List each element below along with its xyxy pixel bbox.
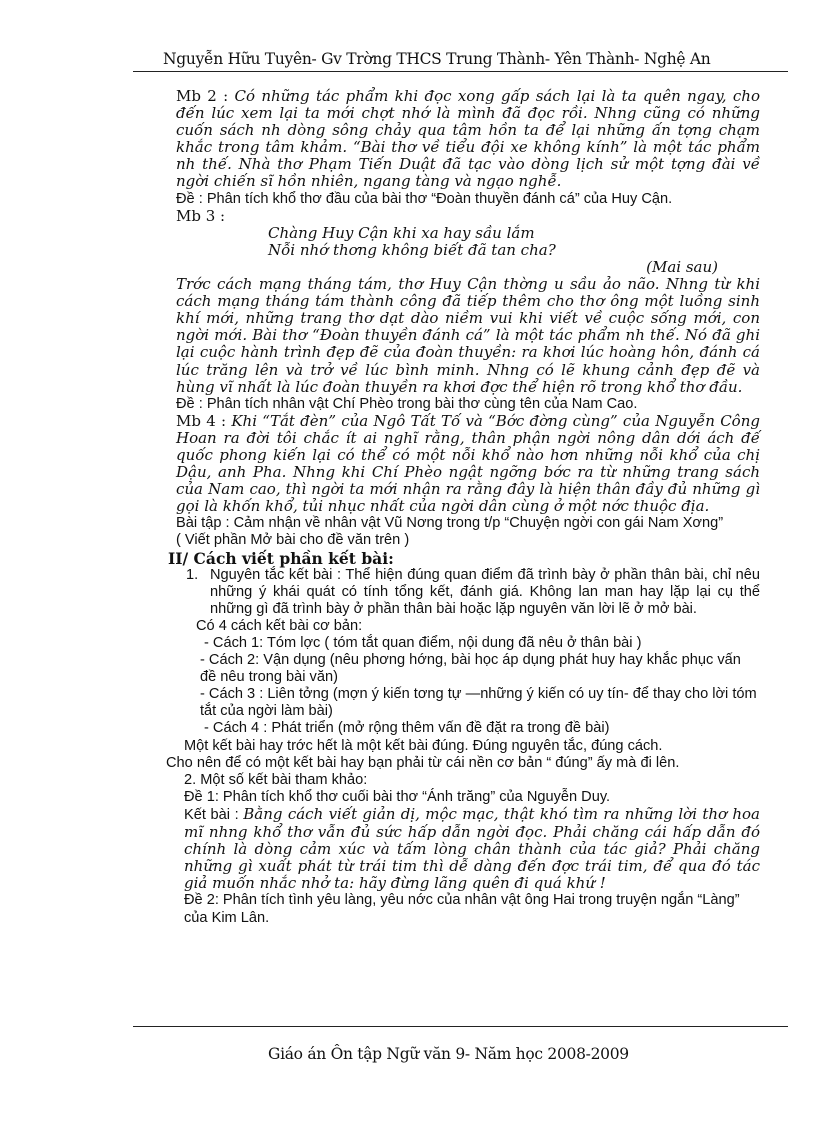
exercise-de2: Đề 2: Phân tích tình yêu làng, yêu nớc của nhân vật ông Hai trong truyện ngắn “Làng” của Kim Lân. xyxy=(184,892,740,926)
ketbai-paragraph xyxy=(176,806,760,892)
numbered-item-1 xyxy=(176,567,760,618)
item-text: Nguyên tắc kết bài : Thể hiện đúng quan điểm đã trình bày ở phần thân bài, chỉ nêu những ý khái quát có tính tổng kết, đánh giá. Không lan man hay lặp lại cụ thể những gì đã trình bày ở phần thân bài hoặc lặp nguyên văn lời lẽ ở mở bài. xyxy=(210,566,760,617)
document-body xyxy=(166,87,760,927)
mb3-label: Mb 3 : xyxy=(176,206,226,225)
ketbai-label: Kết bài : xyxy=(184,806,244,823)
way-2: - Cách 2: Vận dụng (nêu phơng hớng, bài học áp dụng phát huy hay khắc phục vấn đề nêu trong bài văn) xyxy=(200,652,741,686)
exercise-prompt-huycan: Đề : Phân tích khổ thơ đầu của bài thơ “Đoàn thuyền đánh cá” của Huy Cận. xyxy=(176,190,673,207)
poem-line-1: Chàng Huy Cận khi xa hay sầu lắm xyxy=(268,223,535,242)
mb2-text: Có những tác phẩm khi đọc xong gấp sách lại là ta quên ngay, cho đến lúc xem lại ta mới chợt nhớ là mình đã đọc rồi. Nhng cũng có những cuốn sách nh dòng sông chảy qua tâm hồn ta để lại những ấn tợng chạm khắc trong tâm khảm. “Bài thơ về tiểu đội xe không kính” là một tác phẩm nh thế. Nhà thơ Phạm Tiến Duật đã tạc vào dòng lịch sử một tợng đài về ngời chiến sĩ hồn nhiên, ngang tàng và ngạo nghễ. xyxy=(176,87,760,191)
footer-rule xyxy=(133,1026,788,1027)
numbered-item-2: 2. Một số kết bài tham khảo: xyxy=(184,771,368,788)
mb4-label: Mb 4 : xyxy=(176,411,232,430)
conclusion-line-b: Cho nên để có một kết bài hay bạn phải từ cái nền cơ bản “ đúng” ấy mà đi lên. xyxy=(166,754,680,771)
exercise-de1: Đề 1: Phân tích khổ thơ cuối bài thơ “Ánh trăng” của Nguyễn Duy. xyxy=(184,788,611,805)
conclusion-line-a: Một kết bài hay trớc hết là một kết bài đúng. Đúng nguyên tắc, đúng cách. xyxy=(184,737,663,754)
way-4: - Cách 4 : Phát triển (mở rộng thêm vấn đề đặt ra trong đề bài) xyxy=(204,720,610,737)
mb2-paragraph xyxy=(176,88,760,191)
mb4-paragraph xyxy=(176,413,760,516)
poem-source: (Mai sau) xyxy=(646,257,718,276)
exercise-prompt-chipheo: Đề : Phân tích nhân vật Chí Phèo trong bài thơ cùng tên của Nam Cao. xyxy=(176,395,638,412)
exercise-vunuong: Bài tập : Cảm nhận về nhân vật Vũ Nơng trong t/p “Chuyện ngời con gái Nam Xơng” xyxy=(176,515,724,532)
item-number: 1. xyxy=(186,566,199,583)
mb2-label: Mb 2 : xyxy=(176,87,235,105)
header-rule xyxy=(133,71,788,72)
mb4-text: Khi “Tắt đèn” của Ngô Tất Tố và “Bớc đờng cùng” của Nguyễn Công Hoan ra đời tôi chắc ít ai nghĩ rằng, thân phận ngời nông dân dới ách đế quốc phong kiến lại có thể có một nỗi khổ nào hơn những nỗi khổ của chị Dậu, anh Pha. Nhng khi Chí Phèo ngật ngỡng bớc ra từ những trang sách của Nam cao, thì ngời ta mới nhận ra rằng đây là hiện thân đầy đủ những gì gọi là khốn khổ, tủi nhục nhất của ngời dân cùng ở một nớc thuộc địa. xyxy=(176,411,760,516)
section-heading: II/ Cách viết phần kết bài: xyxy=(168,548,394,568)
poem-line-2: Nỗi nhớ thơng không biết đã tan cha? xyxy=(268,240,556,259)
ketbai-text: Bằng cách viết giản dị, mộc mạc, thật khó tìm ra những lời thơ hoa mĩ nhng khổ thơ vẫn đủ sức hấp dẫn ngời đọc. Phải chăng cái hấp dẫn đó chính là dòng cảm xúc và tấm lòng chân thành của tác giả? Phải chăng những gì xuất phát từ trái tim thì dễ dàng đến đợc trái tim, để qua đó tác giả muốn nhắc nhở ta: hãy đừng lãng quên đi quá khứ ! xyxy=(184,804,760,893)
mb3-paragraph: Trớc cách mạng tháng tám, thơ Huy Cận thờng u sầu ảo não. Nhng từ khi cách mạng tháng tám thành công đã tiếp thêm cho thơ ông một luồng sinh khí mới, những trang thơ dạt dào niềm vui khi viết về cuộc sống mới, con ngời mới. Bài thơ “Đoàn thuyền đánh cá” là một tác phẩm nh thế. Nó đã ghi lại cuộc hành trình đẹp đẽ của đoàn thuyền: ra khơi lúc hoàng hôn, đánh cá lúc trăng lên và trở về lúc bình minh. Nhng có lẽ khung cảnh đẹp đẽ và hùng vĩ nhất là lúc đoàn thuyền ra khơi đợc thể hiện rõ trong khổ thơ đầu. xyxy=(176,275,760,396)
way-3: - Cách 3 : Liên tởng (mợn ý kiến tơng tự —những ý kiến có uy tín- để thay cho lời tóm tắt của ngời làm bài) xyxy=(200,686,757,720)
way-1: - Cách 1: Tóm lợc ( tóm tắt quan điểm, nội dung đã nêu ở thân bài ) xyxy=(204,635,642,651)
exercise-note: ( Viết phần Mở bài cho đề văn trên ) xyxy=(176,532,410,549)
page-footer: Giáo án Ôn tập Ngữ văn 9- Năm học 2008-2009 xyxy=(268,1045,629,1063)
page-header: Nguyễn Hữu Tuyên- Gv Trờng THCS Trung Thành- Yên Thành- Nghệ An xyxy=(163,50,711,68)
four-ways-intro: Có 4 cách kết bài cơ bản: xyxy=(196,617,363,634)
